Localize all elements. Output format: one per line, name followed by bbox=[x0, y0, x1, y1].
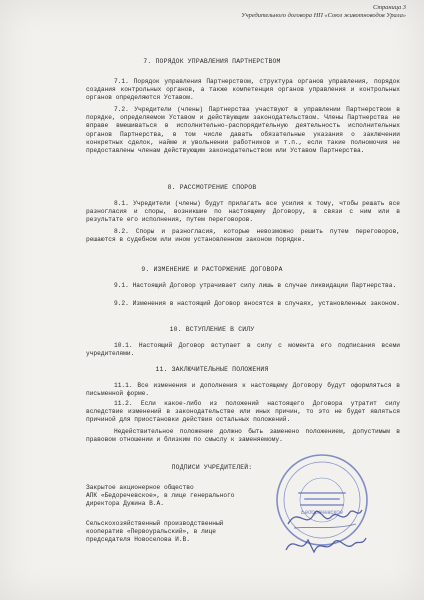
paragraph-10-1: 10.1. Настоящий Договор вступает в силу с момента его подписания всеми учредителями. bbox=[86, 342, 400, 358]
section-title-10: 10. ВСТУПЛЕНИЕ В СИЛУ bbox=[169, 326, 255, 333]
signatures-title: ПОДПИСИ УЧРЕДИТЕЛЕЙ: bbox=[171, 464, 253, 471]
section-title-7: 7. ПОРЯДОК УПРАВЛЕНИЯ ПАРТНЕРСТВОМ bbox=[143, 58, 281, 65]
stamp-text: Бедоречевское bbox=[300, 510, 344, 516]
signature-2 bbox=[282, 530, 368, 560]
header-document-title: Учредительного договора НП «Союз животноводов Урала» bbox=[241, 12, 406, 19]
section-title-9: 9. ИЗМЕНЕНИЕ И РАСТОРЖЕНИЕ ДОГОВОРА bbox=[141, 266, 283, 273]
signature-1 bbox=[284, 500, 364, 534]
section-title-8: 8. РАССМОТРЕНИЕ СПОРОВ bbox=[167, 184, 257, 191]
paragraph-9-1: 9.1. Настоящий Договор утрачивает силу лишь в случае ликвидации Партнерства. bbox=[114, 282, 397, 289]
paragraph-11-2: 11.2. Если какое-либо из положений настоящего Договора утратит силу вследствие изменений в законодательстве или иных причин, то это не будет являться причиной для приостановки действия остальных положений. bbox=[86, 400, 400, 424]
signatory-block-1: Закрытое акционерное общество АПК «Бедоречевское», в лице генерального директора Дужина В.А. bbox=[86, 484, 235, 508]
paragraph-7-1: 7.1. Порядок управления Партнерством, структура органов управления, порядок создания контрольных органов, а также компетенция органов управления и контрольных органов определяются Уставом. bbox=[86, 78, 400, 102]
paragraph-8-1: 8.1. Учредители (члены) будут прилагать все усилия к тому, чтобы решать все разногласия и споры, возникшие по настоящему Договору, в связи с ним или в результате его исполнения, путем переговоров. bbox=[86, 200, 400, 224]
section-title-11: 11. ЗАКЛЮЧИТЕЛЬНЫЕ ПОЛОЖЕНИЯ bbox=[155, 366, 269, 373]
paragraph-7-2: 7.2. Учредители (члены) Партнерства участвуют в управлении Партнерством в порядке, определяемом Уставом и действующим законодательством. Члены Партнерства не вправе вмешиваться в исполнительно-распорядительную деятельность исполнительных органов Партнерства, в том числе давать обязательные указания о заключении конкретных сделок, найме и увольнении работников и т.п., если такие полномочия не предоставлены членам действующим законодательством или Уставом Партнерства. bbox=[86, 106, 400, 155]
paragraph-11-3: Недействительное положение должно быть заменено положением, допустимым в правовом отношении и близким по смыслу к заменяемому. bbox=[86, 428, 400, 444]
paragraph-9-2: 9.2. Изменения в настоящий Договор вносятся в случаях, установленных законом. bbox=[114, 300, 400, 307]
paragraph-8-2: 8.2. Споры и разногласия, которые невозможно решить путем переговоров, решаются в судебном или ином установленном законом порядке. bbox=[86, 228, 400, 244]
paragraph-11-1: 11.1. Все изменения и дополнения к настоящему Договору будут оформляться в письменной форме. bbox=[86, 382, 400, 398]
signatory-block-2: Сельскохозяйственный производственный кооператив «Первоуральский», в лице председателя Новоселова И.В. bbox=[86, 520, 224, 544]
header-page-number: Страница 3 bbox=[373, 4, 406, 11]
